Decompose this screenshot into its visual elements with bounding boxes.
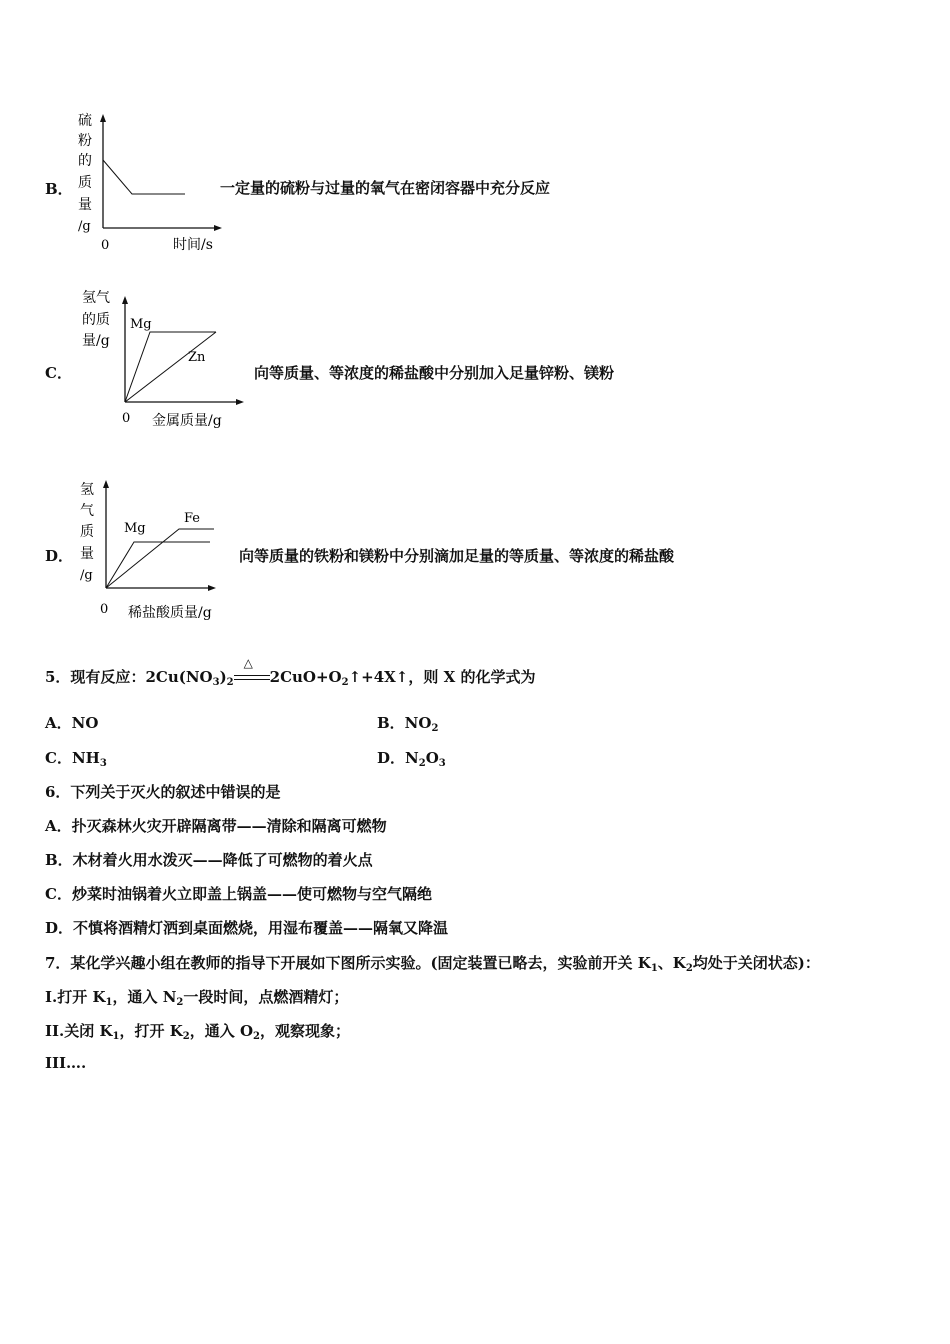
hydrogen-acid-graph (72, 474, 242, 629)
x-axis-label: 稀盐酸质量/g (128, 605, 212, 621)
y-label-3: 质 (78, 175, 92, 191)
origin-label: 0 (101, 238, 110, 253)
option-c-letter: C． (45, 364, 72, 382)
y-label-1: 气 (80, 503, 94, 519)
q7-step-3: III…. (45, 1054, 87, 1072)
y-label-1: 的质 (82, 312, 110, 328)
x-axis-arrow (214, 225, 222, 231)
q6-stem: 6．下列关于灭火的叙述中错误的是 (45, 783, 281, 801)
q5-stem: 5．现有反应：$2Cu(NO_3)_2$ △ $2CuO+O_2↑+4X↑$，则 X 的化学式为 (45, 656, 536, 688)
option-b-letter: B． (45, 180, 73, 198)
y-label-5: /g (78, 219, 91, 234)
fe-label: Fe (184, 511, 201, 526)
y-label-2: 质 (80, 524, 94, 540)
y-axis-arrow (100, 114, 106, 122)
option-c-graph (78, 282, 253, 437)
zn-curve (125, 332, 216, 402)
x-axis-arrow (236, 399, 244, 405)
q7-step-1: I.打开 $K_1$，通入 $N_2$一段时间，点燃酒精灯； (45, 988, 349, 1008)
sulfur-curve (103, 160, 185, 194)
option-d-letter: D． (45, 547, 74, 565)
option-d-graph (72, 474, 242, 629)
y-label-1: 粉 (78, 133, 92, 149)
x-axis-arrow (208, 585, 216, 591)
origin-label: 0 (122, 411, 131, 426)
y-label-0: 氢气 (82, 290, 110, 306)
q6-choice-b[interactable]: B．木材着火用水泼灭——降低了可燃物的着火点 (45, 851, 373, 869)
y-label-3: 量 (80, 546, 94, 562)
option-b-statement: 一定量的硫粉与过量的氧气在密闭容器中充分反应 (220, 179, 551, 197)
x-axis-label: 金属质量/g (152, 413, 222, 429)
y-label-2: 的 (78, 153, 92, 169)
q5-choice-d[interactable]: D．$N_2O_3$ (377, 749, 446, 769)
q6-choice-c[interactable]: C．炒菜时油锅着火立即盖上锅盖——使可燃物与空气隔绝 (45, 885, 432, 903)
q6-choice-d[interactable]: D．不慎将酒精灯洒到桌面燃烧，用湿布覆盖——隔氧又降温 (45, 919, 449, 937)
fe-curve (106, 529, 214, 588)
q6-choice-a[interactable]: A．扑灭森林火灾开辟隔离带——清除和隔离可燃物 (45, 817, 387, 835)
option-d-statement: 向等质量的铁粉和镁粉中分别滴加足量的等质量、等浓度的稀盐酸 (239, 547, 675, 565)
sulfur-mass-graph (70, 108, 230, 258)
y-axis-arrow (122, 296, 128, 304)
y-label-4: 量 (78, 197, 92, 213)
zn-label: Zn (188, 350, 206, 365)
x-axis-label: 时间/s (173, 237, 213, 253)
q7-step-2: II.关闭 $K_1$，打开 $K_2$，通入 $O_2$，观察现象； (45, 1022, 350, 1042)
y-label-0: 氢 (80, 482, 94, 498)
y-axis-arrow (103, 480, 109, 488)
heat-symbol: △ (243, 656, 253, 670)
origin-label: 0 (100, 602, 109, 617)
q5-choice-a[interactable]: A．NO (45, 714, 99, 732)
y-label-2: 量/g (82, 333, 110, 349)
heating-arrow (234, 656, 270, 686)
hydrogen-metal-graph (78, 282, 253, 437)
q5-choice-c[interactable]: C．$NH_3$ (45, 749, 107, 769)
mg-label: Mg (124, 521, 146, 536)
option-b-graph (70, 108, 230, 258)
mg-label: Mg (130, 317, 152, 332)
mg-curve (106, 542, 210, 588)
y-label-0: 硫 (78, 113, 92, 129)
y-label-4: /g (80, 568, 93, 583)
q7-stem: 7．某化学兴趣小组在教师的指导下开展如下图所示实验。(固定装置已略去，实验前开关 $K_1$、$K_2$均处于关闭状态)： (45, 954, 820, 974)
q5-choice-b[interactable]: B．$NO_2$ (377, 714, 439, 734)
option-c-statement: 向等质量、等浓度的稀盐酸中分别加入足量锌粉、镁粉 (254, 364, 615, 382)
